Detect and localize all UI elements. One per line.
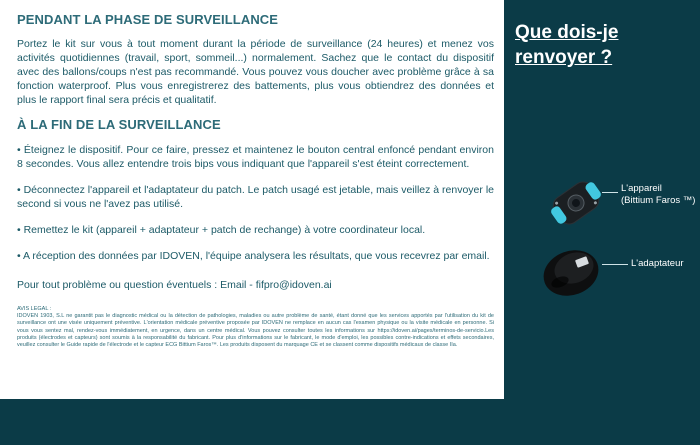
- bullet-disconnect: • Déconnectez l'appareil et l'adaptateur du patch. Le patch usagé est jetable, mais veillez à renvoyer le second si vous ne l'avez pas utilisé.: [17, 184, 494, 210]
- sidebar-title: [515, 20, 618, 70]
- device-label-line2: (Bittium Faros ™): [621, 195, 696, 206]
- bullet-return-kit: • Remettez le kit (appareil + adaptateur + patch de rechange) à votre coordinateur local.: [17, 224, 426, 236]
- paragraph-surveillance: Portez le kit sur vous à tout moment durant la période de surveillance (24 heures) et menez vos activités quotidiennes (travail, sport, sommeil...) normalement. Sachez que le contact du dispositif avec des ballons/coups n'est pas recommandé. Vous pouvez vous doucher avec problème grâce à sa fonction waterproof. Plus vous enregistrerez des battements, plus vous obtiendrez des données et plus le rapport final sera précis et qualitatif.: [17, 38, 494, 106]
- device-label: [621, 183, 695, 207]
- device-image: [548, 178, 604, 228]
- contact-line: Pour tout problème ou question éventuels : Email - fifpro@idoven.ai: [17, 279, 332, 291]
- device-leader-line: [602, 192, 618, 193]
- adapter-label: L'adaptateur: [631, 258, 684, 269]
- sidebar-panel: [504, 0, 700, 399]
- adapter-leader-line: [602, 264, 628, 265]
- bullet-results: • A réception des données par IDOVEN, l'équipe analysera les résultats, que vous recevrez par email.: [17, 250, 490, 262]
- sidebar-title-line1: Que dois-je: [515, 22, 619, 43]
- device-label-line1: L'appareil: [621, 183, 662, 194]
- heading-surveillance: PENDANT LA PHASE DE SURVEILLANCE: [17, 12, 279, 27]
- legal-text: IDOVEN 1903, S.L ne garantit pas le diagnostic médical ou la détection de pathologies, maladies ou autre problème de santé, étant donné que les services apportés par l'utilisation du kit de surveillance ont une visée uniquement préventive. L'orientation médicale préventive proposée par IDOVEN ne remplace en aucun cas l'examen physique ou la visite médicale en personne. Si vous vous sentez mal, rendez-vous immédiatement, en urgence, dans un centre médical. Vous pouvez consulter toutes les informations sur https://idoven.ai/pages/terminos-de-servicio.Les produits (électrodes et capteurs) sont soumis à la responsabilité du fabricant. Pour plus d'informations sur le fabricant, le mode d'emploi, les possibles contre-indications et effets secondaires, veuillez consulter le Guide rapide de l'électrode et le capteur ECG Bittium Faros™. Les produits disposent du marquage CE et se classent comme dispositifs médicaux de classe IIa.: [17, 313, 494, 349]
- heading-end-surveillance: À LA FIN DE LA SURVEILLANCE: [17, 117, 221, 132]
- bullet-turn-off: • Éteignez le dispositif. Pour ce faire, pressez et maintenez le bouton central enfoncé pendant environ 8 secondes. Vous allez entendre trois bips vous indiquant que l'appareil s'est éteint correctement.: [17, 144, 494, 170]
- sidebar-title-line2: renvoyer ?: [515, 47, 613, 68]
- bottom-band: [0, 399, 700, 445]
- legal-title: AVIS LEGAL :: [17, 306, 52, 312]
- adapter-image: [538, 240, 604, 300]
